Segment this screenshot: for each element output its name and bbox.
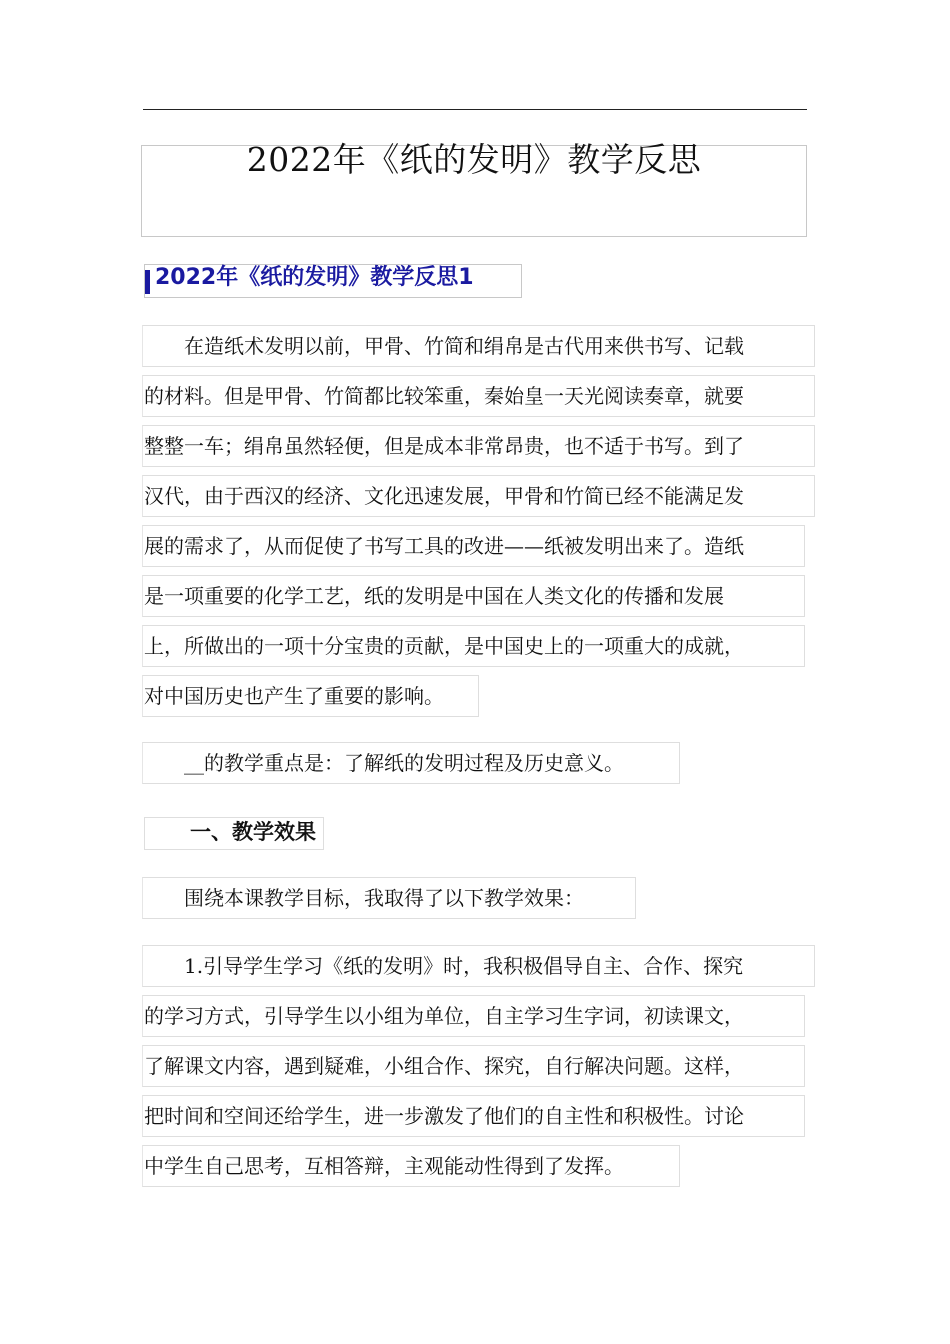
paragraph-line: 整整一车；绢帛虽然轻便，但是成本非常昂贵，也不适于书写。到了 [144,421,818,471]
document-title: 2022年《纸的发明》教学反思 [246,140,702,179]
paragraph-line: 汉代，由于西汉的经济、文化迅速发展，甲骨和竹简已经不能满足发 [144,471,818,521]
paragraph-line: 把时间和空间还给学生，进一步激发了他们的自主性和积极性。讨论 [144,1091,818,1141]
paragraph-line: 的学习方式，引导学生以小组为单位，自主学习生字词，初读课文， [144,991,818,1041]
paragraph-line: 中学生自己思考，互相答辩，主观能动性得到了发挥。 [144,1141,818,1191]
heading-teaching-effect: 一、教学效果 [190,820,316,844]
paragraph-line: 上，所做出的一项十分宝贵的贡献，是中国史上的一项重大的成就， [144,621,818,671]
paragraph-line: __的教学重点是：了解纸的发明过程及历史意义。 [144,738,818,788]
paragraph-line: 的材料。但是甲骨、竹简都比较笨重，秦始皇一天光阅读奏章，就要 [144,371,818,421]
paragraph-3 [144,873,818,923]
section-marker [145,270,150,294]
header-rule [143,109,807,110]
paragraph-line: 围绕本课教学目标，我取得了以下教学效果： [144,873,818,923]
paragraph-2 [144,738,818,788]
paragraph-line: 了解课文内容，遇到疑难，小组合作、探究，自行解决问题。这样， [144,1041,818,1091]
section-title: 2022年《纸的发明》教学反思1 [155,265,474,290]
paragraph-4 [144,941,818,1191]
paragraph-line: 是一项重要的化学工艺，纸的发明是中国在人类文化的传播和发展 [144,571,818,621]
paragraph-line: 1.引导学生学习《纸的发明》时，我积极倡导自主、合作、探究 [144,941,818,991]
paragraph-line: 展的需求了，从而促使了书写工具的改进——纸被发明出来了。造纸 [144,521,818,571]
paragraph-line: 对中国历史也产生了重要的影响。 [144,671,818,721]
paragraph-line: 在造纸术发明以前，甲骨、竹简和绢帛是古代用来供书写、记载 [144,321,818,371]
paragraph-1 [144,321,818,721]
